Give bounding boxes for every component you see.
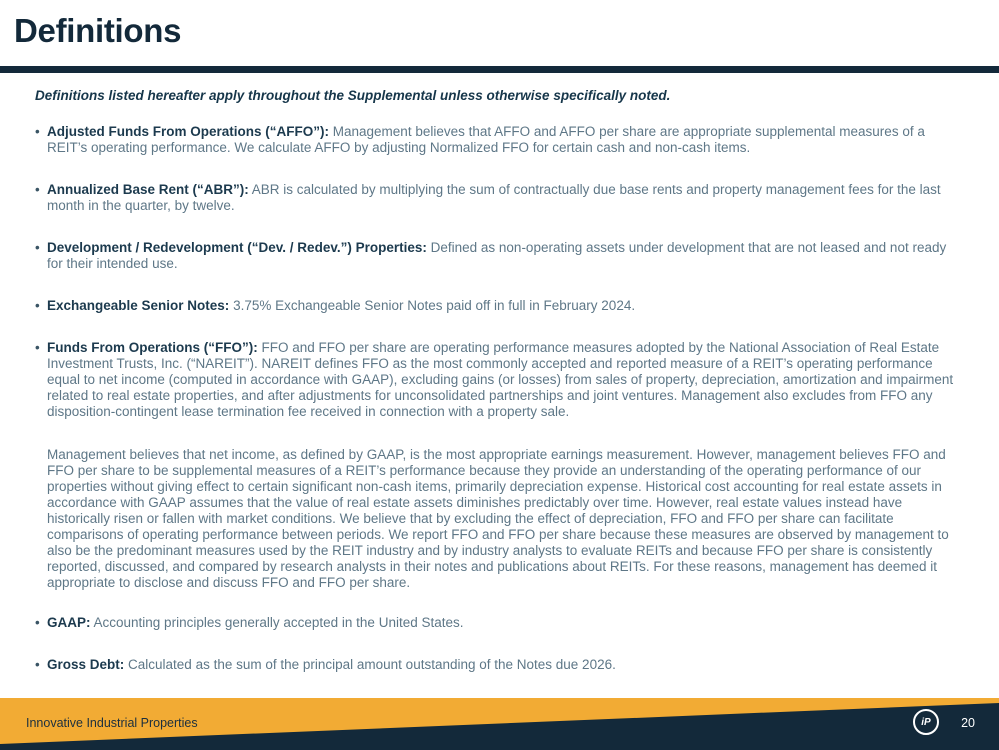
intro-note: Definitions listed hereafter apply throughout the Supplemental unless otherwise specifically noted.	[35, 88, 671, 103]
definition-list	[35, 124, 960, 420]
title-rule	[0, 66, 999, 73]
definition-item-gross-debt	[35, 657, 960, 673]
definition-term: Adjusted Funds From Operations (“AFFO”):	[47, 124, 329, 139]
definition-list-continued	[35, 615, 960, 673]
footer	[0, 698, 999, 750]
bullet-icon: •	[35, 182, 40, 197]
definition-term: Development / Redevelopment (“Dev. / Redev.”) Properties:	[47, 240, 427, 255]
definition-item-abr	[35, 182, 960, 214]
page-title: Definitions	[14, 12, 182, 49]
definition-text: Accounting principles generally accepted in the United States.	[93, 615, 464, 630]
definition-term: Gross Debt:	[47, 657, 125, 672]
definition-text: 3.75% Exchangeable Senior Notes paid off in full in February 2024.	[233, 298, 636, 313]
definitions-content	[35, 88, 960, 673]
definition-text: Management believes that AFFO and AFFO per share are appropriate supplemental measures of a REIT’s operating performance. We calculate AFFO by adjusting Normalized FFO for certain cash and non-cash items.	[47, 124, 925, 155]
definition-term: Funds From Operations (“FFO”):	[47, 340, 258, 355]
bullet-icon: •	[35, 340, 40, 355]
definition-item-exchangeable-notes	[35, 298, 960, 314]
ffo-management-paragraph: Management believes that net income, as defined by GAAP, is the most appropriate earnings measurement. However, management believes FFO and FFO per share to be supplemental measures of a REIT’s performance because they provide an understanding of the operating performance of our properties without giving effect to certain significant non-cash items, primarily depreciation expense. Historical cost accounting for real estate assets in accordance with GAAP assumes that the value of real estate assets diminishes predictably over time. However, real estate values instead have historically risen or fallen with market conditions. We believe that by excluding the effect of depreciation, FFO and FFO per share can facilitate comparisons of operating performance between periods. We report FFO and FFO per share because these measures are observed by management to also be the predominant measures used by the REIT industry and by industry analysts to evaluate REITs and because FFO per share is consistently reported, discussed, and compared by research analysts in their notes and publications about REITs. For these reasons, management has deemed it appropriate to disclose and discuss FFO and FFO per share.	[47, 447, 949, 590]
page-number: 20	[961, 716, 975, 730]
bullet-icon: •	[35, 240, 40, 255]
definition-text: Calculated as the sum of the principal amount outstanding of the Notes due 2026.	[128, 657, 616, 672]
definition-item-affo	[35, 124, 960, 156]
definition-text: FFO and FFO per share are operating performance measures adopted by the National Association of Real Estate Investment Trusts, Inc. (“NAREIT”). NAREIT defines FFO as the most commonly accepted and reported measure of a REIT’s operating performance equal to net income (computed in accordance with GAAP), excluding gains (or losses) from sales of property, depreciation, amortization and impairment related to real estate properties, and after adjustments for unconsolidated partnerships and joint ventures. Management also excludes from FFO any disposition-contingent lease termination fee received in connection with a property sale.	[47, 340, 954, 419]
bullet-icon: •	[35, 298, 40, 313]
bullet-icon: •	[35, 657, 40, 672]
definition-item-dev-redev	[35, 240, 960, 272]
iip-logo-text: iP	[921, 716, 931, 728]
definition-term: Annualized Base Rent (“ABR”):	[47, 182, 249, 197]
bullet-icon: •	[35, 124, 40, 139]
definition-item-gaap	[35, 615, 960, 631]
definition-text: ABR is calculated by multiplying the sum of contractually due base rents and property management fees for the last month in the quarter, by twelve.	[47, 182, 941, 213]
iip-logo-icon	[913, 709, 939, 735]
definition-item-ffo	[35, 340, 960, 420]
definition-term: Exchangeable Senior Notes:	[47, 298, 230, 313]
definition-term: GAAP:	[47, 615, 91, 630]
bullet-icon: •	[35, 615, 40, 630]
footer-company-name: Innovative Industrial Properties	[26, 716, 198, 730]
definition-text: Defined as non-operating assets under development that are not leased and not ready for their intended use.	[47, 240, 947, 271]
